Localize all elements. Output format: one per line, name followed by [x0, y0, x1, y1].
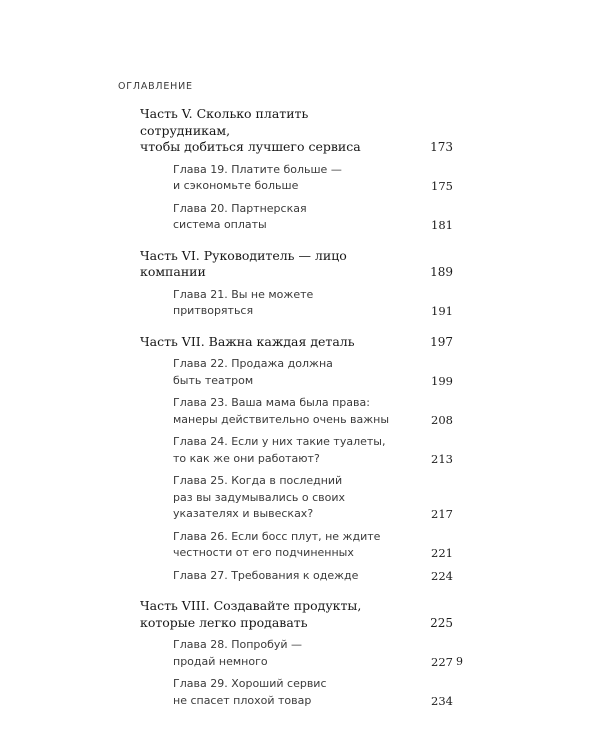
chapter-title-line: не спасет плохой товар: [173, 693, 312, 707]
part-title-line: чтобы добиться лучшего сервиса: [140, 139, 361, 154]
part-title-line: Часть VIII. Создавайте продукты,: [140, 598, 362, 613]
chapter-page-number: 234: [431, 693, 453, 708]
part-entry: [140, 334, 453, 351]
part-title: [140, 248, 402, 281]
chapter-page-number: 181: [431, 218, 453, 232]
chapter-title-line: Глава 22. Продажа должна: [173, 357, 333, 370]
chapter-title-line: манеры действительно очень важны: [173, 412, 390, 426]
chapter-title: [173, 676, 388, 709]
part-page-number: 173: [430, 140, 453, 154]
chapter-entry: [173, 356, 453, 389]
chapter-title-line: указателях и вывесках?: [173, 507, 314, 520]
part-entry: [140, 106, 453, 156]
chapter-title-line: то как же они работают?: [173, 451, 320, 465]
chapter-title-line: Глава 21. Вы не можете притворяться: [173, 287, 314, 317]
part-title-line: которые легко продавать: [140, 614, 308, 630]
chapter-entry: [173, 287, 453, 320]
chapter-title-line: Глава 29. Хороший сервис: [173, 677, 327, 690]
part-title: [140, 106, 402, 156]
page-number: 9: [456, 655, 463, 668]
section-spacer: [140, 234, 453, 248]
chapter-title-line: система оплаты: [173, 218, 267, 231]
toc-header: ОГЛАВЛЕНИЕ: [118, 81, 193, 92]
chapter-title: [173, 395, 423, 428]
part-entry: [140, 248, 453, 281]
chapter-page-number: 227: [431, 654, 453, 669]
chapter-entry: [173, 162, 453, 195]
chapter-entry: [173, 676, 453, 709]
part-title: [140, 334, 402, 351]
section-spacer: [140, 584, 453, 598]
chapter-page-number: 199: [431, 373, 453, 388]
chapter-title-line: и сэкономьте больше: [173, 179, 299, 192]
chapter-title-line: Глава 19. Платите больше —: [173, 162, 342, 176]
chapter-page-number: 213: [431, 451, 453, 466]
chapter-title: [173, 529, 423, 562]
chapter-entry: [173, 395, 453, 428]
chapter-title-line: раз вы задумывались о своих: [173, 490, 345, 504]
chapter-title-line: Глава 28. Попробуй —: [173, 638, 303, 651]
part-page-number: 189: [430, 265, 453, 279]
chapter-entry: [173, 201, 453, 234]
table-of-contents: [140, 106, 453, 709]
chapter-entry: [173, 473, 453, 523]
chapter-title: [173, 201, 388, 234]
chapter-page-number: 221: [431, 546, 453, 560]
chapter-page-number: 224: [431, 568, 453, 583]
chapter-title-line: Глава 24. Если у них такие туалеты,: [173, 435, 386, 448]
part-page-number: 197: [430, 334, 453, 349]
chapter-title-line: Глава 26. Если босс плут, не ждите: [173, 529, 381, 543]
chapter-title: [173, 637, 388, 670]
chapter-page-number: 175: [431, 179, 453, 193]
chapter-title: [173, 356, 388, 389]
chapter-entry: [173, 529, 453, 562]
chapter-title-line: Глава 25. Когда в последний: [173, 474, 343, 487]
chapter-entry: [173, 568, 453, 585]
chapter-title: [173, 434, 423, 467]
chapter-title-line: Глава 27. Требования к одежде: [173, 568, 359, 582]
chapter-title: [173, 287, 388, 320]
chapter-title-line: быть театром: [173, 373, 254, 387]
chapter-title-line: честности от его подчиненных: [173, 546, 354, 559]
chapter-title-line: Глава 23. Ваша мама была права:: [173, 396, 370, 409]
part-title: [140, 598, 402, 631]
chapter-page-number: 217: [431, 507, 453, 521]
part-entry: [140, 598, 453, 631]
chapter-entry: [173, 434, 453, 467]
part-page-number: 225: [430, 615, 453, 630]
chapter-title-line: продай немного: [173, 654, 268, 668]
chapter-page-number: 208: [431, 412, 453, 427]
chapter-title: [173, 473, 388, 523]
part-title-line: Часть V. Сколько платить сотрудникам,: [140, 106, 309, 138]
chapter-title: [173, 162, 388, 195]
chapter-title-line: Глава 20. Партнерская: [173, 201, 307, 215]
part-title-line: Часть VII. Важна каждая деталь: [140, 333, 355, 349]
chapter-page-number: 191: [431, 304, 453, 318]
part-title-line: Часть VI. Руководитель — лицо компании: [140, 247, 347, 279]
chapter-title: [173, 568, 388, 585]
chapter-entry: [173, 637, 453, 670]
section-spacer: [140, 320, 453, 334]
